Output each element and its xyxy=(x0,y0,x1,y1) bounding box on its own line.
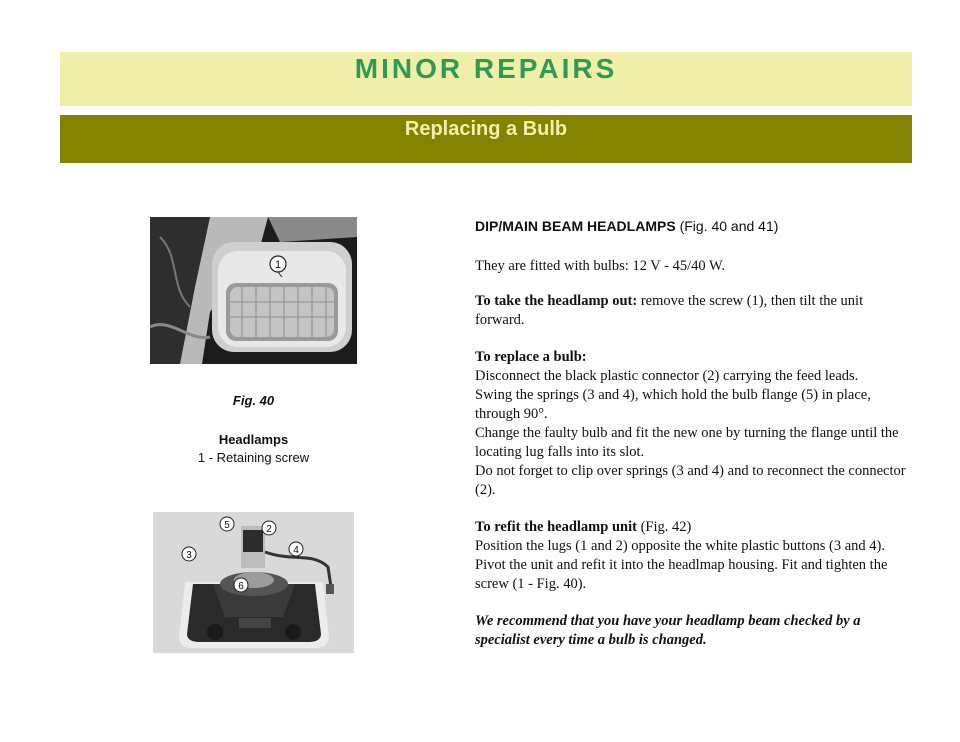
headlamp-unit-illustration xyxy=(153,512,354,653)
callout-label: 2 xyxy=(266,524,272,535)
refit-figure-ref: (Fig. 42) xyxy=(640,519,692,535)
headlamp-unit-photo xyxy=(153,512,354,653)
callout-label: 1 xyxy=(274,259,282,271)
section-heading: DIP/MAIN BEAM HEADLAMPS xyxy=(475,218,676,234)
callout-label: 5 xyxy=(224,520,230,531)
replace-label: To replace a bulb: xyxy=(475,349,587,365)
chapter-banner xyxy=(60,52,912,106)
refit-heading-line xyxy=(475,518,915,537)
take-out-paragraph xyxy=(475,292,915,330)
headlamp-illustration xyxy=(150,217,357,364)
callout-label: 3 xyxy=(186,550,192,561)
headlamp-photo xyxy=(150,217,357,364)
section-title: Replacing a Bulb xyxy=(404,118,568,140)
section-figure-ref: (Fig. 40 and 41) xyxy=(679,218,779,234)
section-heading-line xyxy=(475,216,915,236)
callout-label: 6 xyxy=(238,581,244,592)
replace-step: Do not forget to clip over springs (3 and 4) and to reconnect the connector (2). xyxy=(475,463,906,498)
take-out-label: To take the headlamp out: xyxy=(475,293,638,309)
refit-label: To refit the headlamp unit xyxy=(475,519,637,535)
instructions-column xyxy=(475,216,915,650)
bulb-spec: They are fitted with bulbs: 12 V - 45/40 W. xyxy=(475,258,725,274)
replace-step: Change the faulty bulb and fit the new one by turning the flange until the locating lug falls into its slot. xyxy=(475,425,899,460)
take-out-text: remove the screw (1), then tilt the unit forward. xyxy=(475,293,864,328)
figure-caption: 1 - Retaining screw xyxy=(197,450,310,465)
refit-step: Pivot the unit and refit it into the headlmap housing. Fit and tighten the screw (1 - Fig. 40). xyxy=(475,557,888,592)
refit-step: Position the lugs (1 and 2) opposite the white plastic buttons (3 and 4). xyxy=(475,538,885,554)
callout-label: 4 xyxy=(293,545,299,556)
chapter-title: MINOR REPAIRS xyxy=(354,53,618,84)
figure-number: Fig. 40 xyxy=(232,393,275,408)
figure-title: Headlamps xyxy=(218,432,289,447)
replace-step: Swing the springs (3 and 4), which hold the bulb flange (5) in place, through 90°. xyxy=(475,387,871,422)
recommendation-note: We recommend that you have your headlamp beam checked by a specialist every time a bulb is changed. xyxy=(475,613,861,648)
replace-step: Disconnect the black plastic connector (2) carrying the feed leads. xyxy=(475,368,859,384)
section-banner xyxy=(60,115,912,163)
